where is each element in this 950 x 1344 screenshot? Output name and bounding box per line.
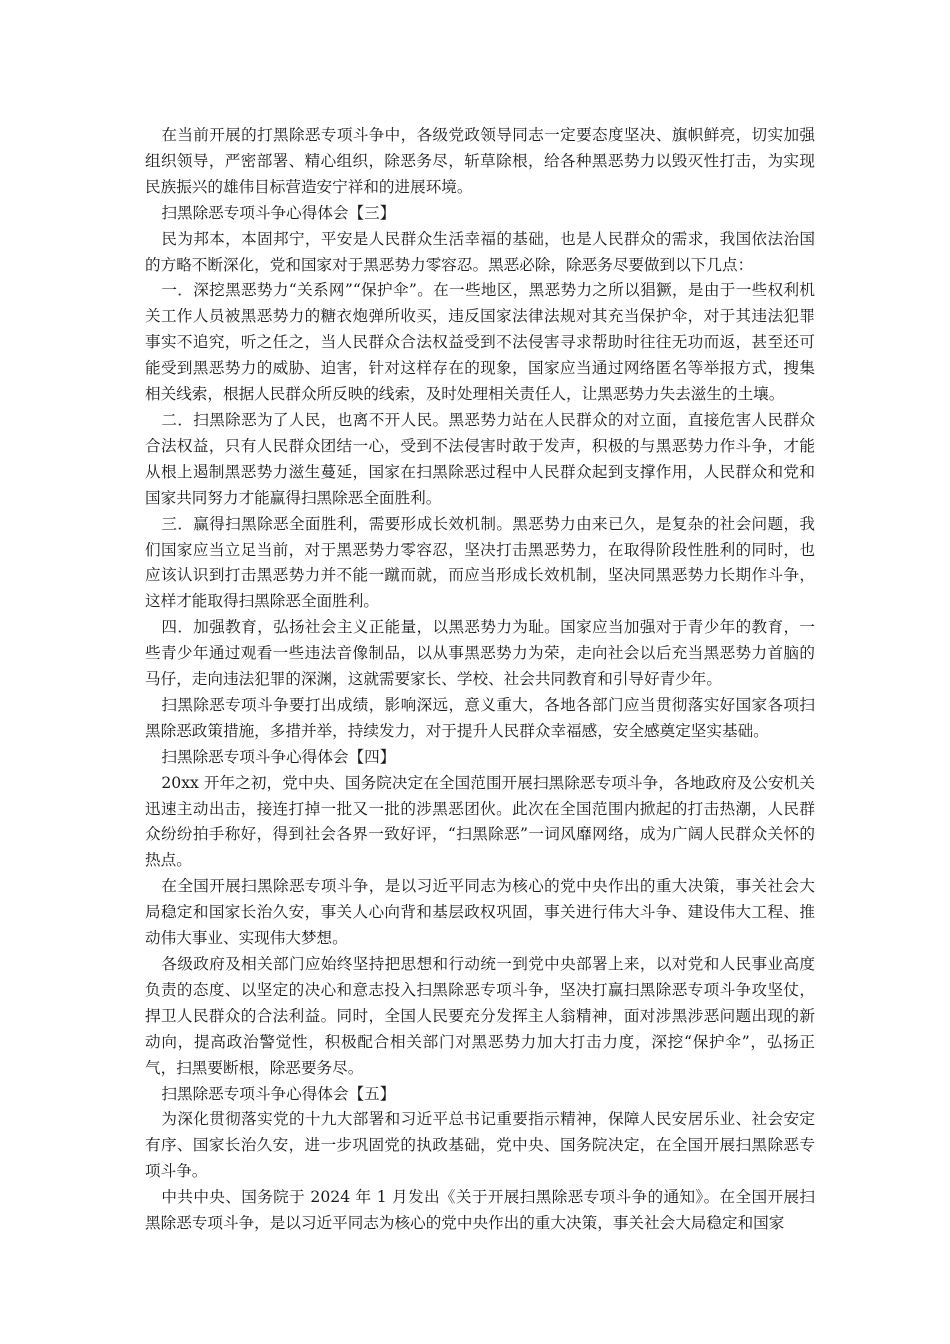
section-heading: 扫黑除恶专项斗争心得体会【五】 [161,1084,396,1103]
paragraph: 中共中央、国务院于 2024 年 1 月发出《关于开展扫黑除恶专项斗争的通知》。在全国开展扫黑除恶专项斗争，是以习近平同志为核心的党中央作出的重大决策，事关社会大局稳定和国家 [145,1188,815,1233]
document-body [145,123,815,1237]
section-heading: 扫黑除恶专项斗争心得体会【三】 [161,203,396,222]
paragraph: 在全国开展扫黑除恶专项斗争，是以习近平同志为核心的党中央作出的重大决策，事关社会大局稳定和国家长治久安，事关人心向背和基层政权巩固，事关进行伟大斗争、建设伟大工程、推动伟大事业、实现伟大梦想。 [145,877,815,948]
paragraph: 扫黑除恶专项斗争要打出成绩，影响深远，意义重大，各地各部门应当贯彻落实好国家各项扫黑除恶政策措施，多措并举，持续发力，对于提升人民群众幸福感，安全感奠定坚实基础。 [145,695,815,740]
paragraph: 三．赢得扫黑除恶全面胜利，需要形成长效机制。黑恶势力由来已久，是复杂的社会问题，我们国家应当立足当前，对于黑恶势力零容忍，坚决打击黑恶势力，在取得阶段性胜利的同时，也应该认识到打击黑恶势力并不能一蹴而就，而应当形成长效机制，坚决同黑恶势力长期作斗争，这样才能取得扫黑除恶全面胜利。 [145,514,815,611]
paragraph: 在当前开展的打黑除恶专项斗争中，各级党政领导同志一定要态度坚决、旗帜鲜亮，切实加强组织领导，严密部署、精心组织，除恶务尽，斩草除根，给各种黑恶势力以毁灭性打击，为实现民族振兴的雄伟目标营造安宁祥和的进展环境。 [145,126,815,196]
paragraph: 二．扫黑除恶为了人民，也离不开人民。黑恶势力站在人民群众的对立面，直接危害人民群众合法权益，只有人民群众团结一心，受到不法侵害时敢于发声，积极的与黑恶势力作斗争，才能从根上遏制黑恶势力滋生蔓延，国家在扫黑除恶过程中人民群众起到支撑作用，人民群众和党和国家共同努力才能赢得扫黑除恶全面胜利。 [145,410,815,507]
section-heading: 扫黑除恶专项斗争心得体会【四】 [161,747,396,766]
paragraph: 四．加强教育，弘扬社会主义正能量，以黑恶势力为耻。国家应当加强对于青少年的教育，一些青少年通过观看一些违法音像制品，以从事黑恶势力为荣，走向社会以后充当黑恶势力首脑的马仔，走向违法犯罪的深渊，这就需要家长、学校、社会共同教育和引导好青少年。 [145,618,815,689]
paragraph: 各级政府及相关部门应始终坚持把思想和行动统一到党中央部署上来，以对党和人民事业高度负责的态度、以坚定的决心和意志投入扫黑除恶专项斗争，坚决打赢扫黑除恶专项斗争攻坚仗，捍卫人民群众的合法利益。同时，全国人民要充分发挥主人翁精神，面对涉黑涉恶问题出现的新动向，提高政治警觉性，积极配合相关部门对黑恶势力加大打击力度，深挖“保护伞”，弘扬正气，扫黑要断根，除恶要务尽。 [145,955,815,1077]
paragraph: 为深化贯彻落实党的十九大部署和习近平总书记重要指示精神，保障人民安居乐业、社会安定有序、国家长治久安，进一步巩固党的执政基础，党中央、国务院决定，在全国开展扫黑除恶专项斗争。 [145,1110,815,1181]
paragraph: 一．深挖黑恶势力“关系网”“保护伞”。在一些地区，黑恶势力之所以猖獗，是由于一些权利机关工作人员被黑恶势力的糖衣炮弹所收买，违反国家法律法规对其充当保护伞，对于其违法犯罪事实不追究，听之任之，当人民群众合法权益受到不法侵害寻求帮助时往往无功而返，甚至还可能受到黑恶势力的威胁、迫害，针对这样存在的现象，国家应当通过网络匿名等举报方式，搜集相关线索，根据人民群众所反映的线索，及时处理相关责任人，让黑恶势力失去滋生的土壤。 [145,281,815,404]
paragraph: 民为邦本，本固邦宁，平安是人民群众生活幸福的基础，也是人民群众的需求，我国依法治国的方略不断深化，党和国家对于黑恶势力零容忍。黑恶必除，除恶务尽要做到以下几点： [145,229,815,274]
paragraph: 20xx 开年之初，党中央、国务院决定在全国范围开展扫黑除恶专项斗争，各地政府及公安机关迅速主动出击，接连打掉一批又一批的涉黑恶团伙。此次在全国范围内掀起的打击热潮，人民群众纷纷拍手称好，得到社会各界一致好评，“扫黑除恶”一词风靡网络，成为广阔人民群众关怀的热点。 [145,773,815,870]
